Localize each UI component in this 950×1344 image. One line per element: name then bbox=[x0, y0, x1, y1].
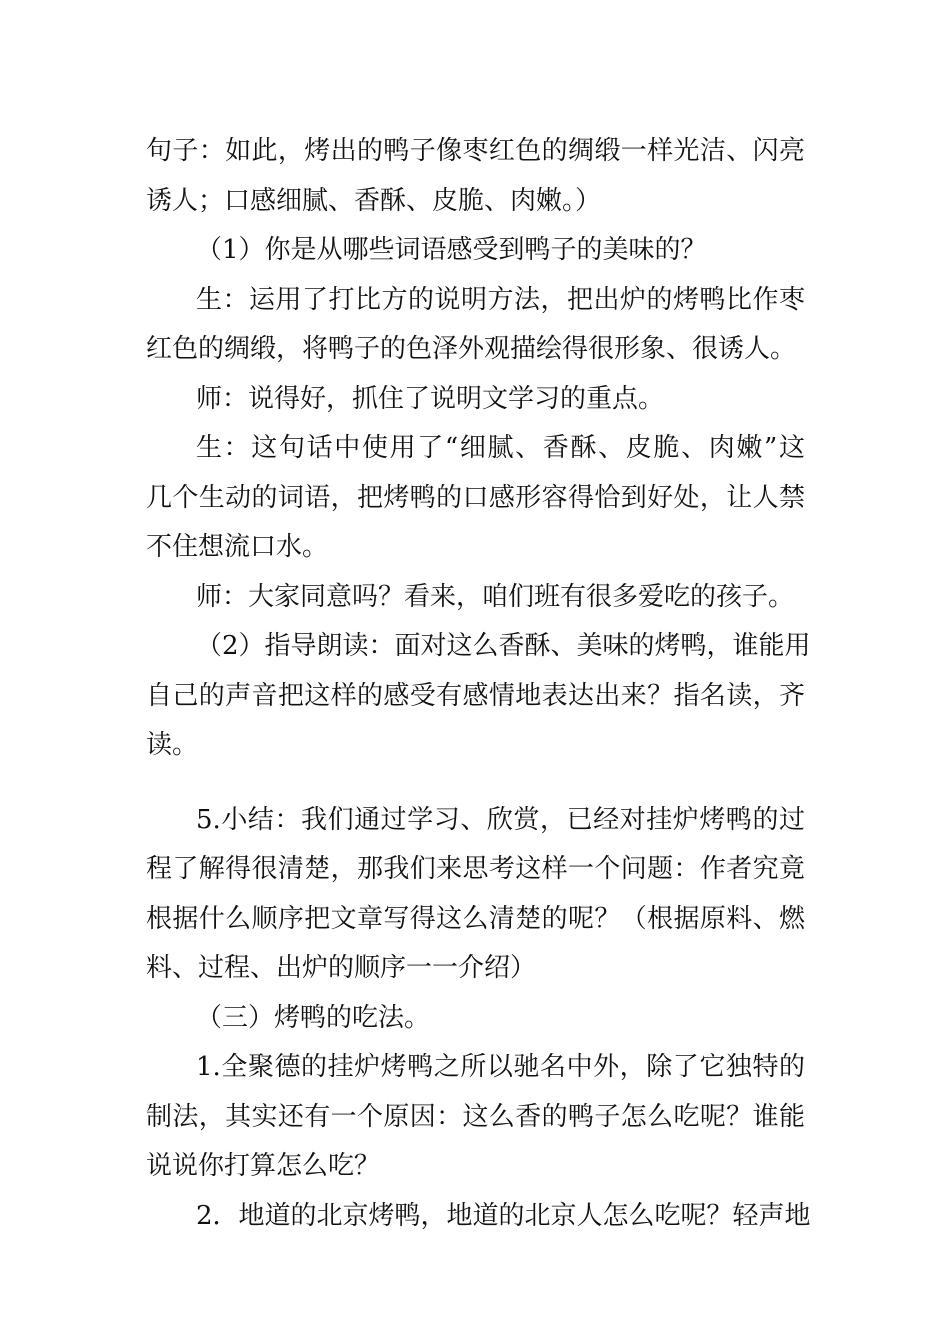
text-line: 诱人；口感细腻、香酥、皮脆、肉嫩。） bbox=[146, 186, 602, 216]
text-line: 根据什么顺序把文章写得这么清楚的呢？（根据原料、燃 bbox=[146, 904, 805, 934]
text-line: 说说你打算怎么吃？ bbox=[146, 1151, 381, 1181]
section-heading: （三）烤鸭的吃法。 bbox=[196, 1003, 431, 1033]
text-line: 生：运用了打比方的说明方法，把出炉的烤鸭比作枣 bbox=[196, 285, 805, 315]
text-line: 不住想流口水。 bbox=[146, 532, 329, 562]
text-line: 料、过程、出炉的顺序一一介绍） bbox=[146, 953, 537, 983]
text-line: 5.小结：我们通过学习、欣赏，已经对挂炉烤鸭的过 bbox=[196, 805, 805, 835]
text-line: 读。 bbox=[146, 730, 199, 760]
text-line: 几个生动的词语，把烤鸭的口感形容得恰到好处，让人禁 bbox=[146, 483, 805, 513]
text-line: 程了解得很清楚，那我们来思考这样一个问题：作者究竟 bbox=[146, 854, 805, 884]
text-line: 师：说得好，抓住了说明文学习的重点。 bbox=[196, 384, 665, 414]
text-line: 句子：如此，烤出的鸭子像枣红色的绸缎一样光洁、闪亮 bbox=[146, 136, 805, 166]
text-line: 自己的声音把这样的感受有感情地表达出来？指名读，齐 bbox=[146, 681, 805, 711]
text-line: 红色的绸缎，将鸭子的色泽外观描绘得很形象、很诱人。 bbox=[146, 334, 797, 364]
text-line: 2．地道的北京烤鸭，地道的北京人怎么吃呢？轻声地 bbox=[196, 1201, 811, 1231]
text-line: 制法，其实还有一个原因：这么香的鸭子怎么吃呢？谁能 bbox=[146, 1102, 805, 1132]
text-line: （1）你是从哪些词语感受到鸭子的美味的？ bbox=[196, 235, 707, 265]
text-line: 1.全聚德的挂炉烤鸭之所以驰名中外，除了它独特的 bbox=[196, 1052, 805, 1082]
text-line: 师：大家同意吗？看来，咱们班有很多爱吃的孩子。 bbox=[196, 582, 795, 612]
text-line: 生：这句话中使用了“细腻、香酥、皮脆、肉嫩”这 bbox=[196, 433, 805, 463]
text-line: （2）指导朗读：面对这么香酥、美味的烤鸭，谁能用 bbox=[196, 631, 811, 661]
